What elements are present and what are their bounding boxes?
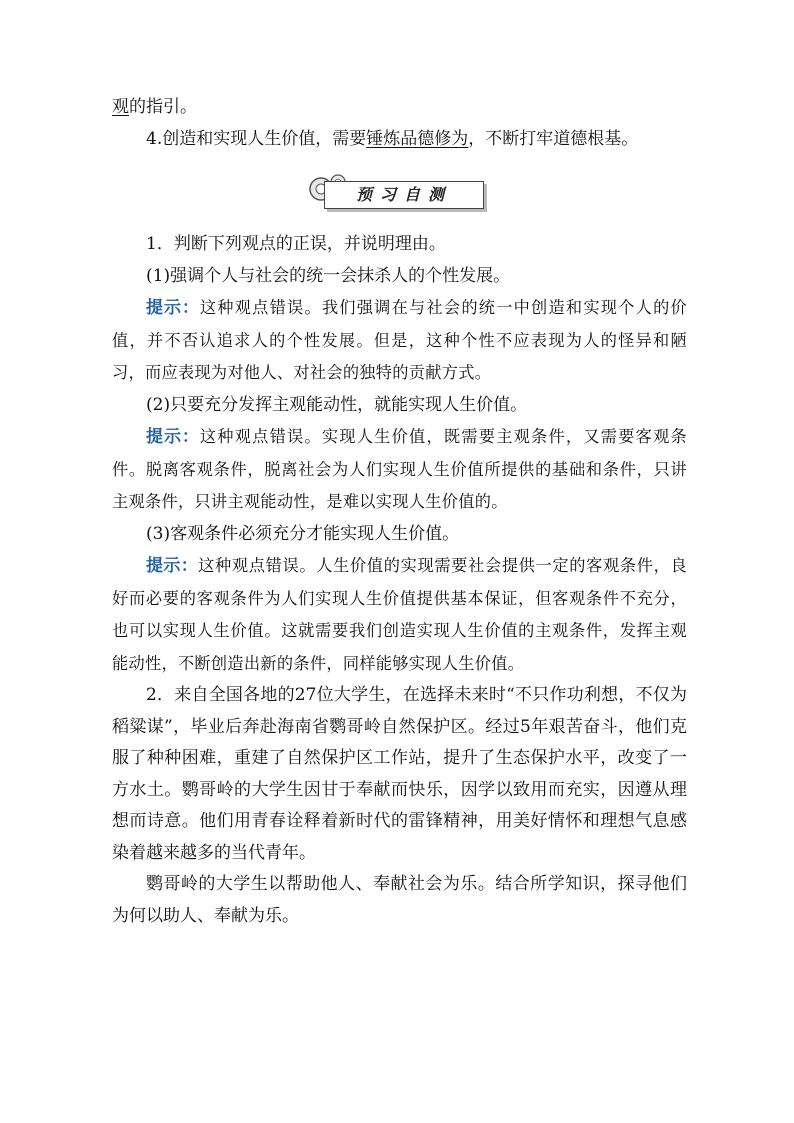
question-2-prompt: 鹦哥岭的大学生以帮助他人、奉献社会为乐。结合所学知识，探寻他们为何以助人、奉献为乐。 (112, 874, 687, 926)
hint-label: 提示： (146, 427, 200, 447)
question-2-passage: 2．来自全国各地的27位大学生，在选择未来时“不只作功利想，不仅为稻粱谋”，毕业后奔赴海南省鹦哥岭自然保护区。经过5年艰苦奋斗，他们克服了种种困难，重建了自然保护区工作站，提升了生态保护水平，改变了一方水土。鹦哥岭的大学生因甘于奉献而快乐，因学以致用而充实，因遵从理想而诗意。他们用青春诠释着新时代的雷锋精神，用美好情怀和理想气息感染着越来越多的当代青年。 (112, 685, 687, 863)
question-1-title: 1．判断下列观点的正误，并说明理由。 (146, 234, 446, 254)
hint-text: 这种观点错误。实现人生价值，既需要主观条件，又需要客观条件。脱离客观条件，脱离社会为人们实现人生价值所提供的基础和条件，只讲主观条件，只讲主观能动性，是难以实现人生价值的。 (112, 427, 688, 511)
item-4 (112, 124, 687, 156)
item-4-text-a: 创造和实现人生价值，需要 (162, 128, 367, 149)
hint-1 (112, 292, 687, 390)
continued-line (112, 92, 687, 124)
item-4-underlined: 锤炼品德修为 (366, 128, 469, 149)
hint-text: 这种观点错误。我们强调在与社会的统一中创造和实现个人的价值，并不否认追求人的个性发展。但是，这种个性不应表现为人的怪异和陋习，而应表现为对他人、对社会的独特的贡献方式。 (112, 298, 688, 382)
statement-3: (3)客观条件必须充分才能实现人生价值。 (146, 523, 460, 544)
document-page (112, 92, 687, 932)
banner-title: 预习自测 (324, 181, 484, 209)
hint-label: 提示： (146, 298, 200, 318)
item-4-text-b: ，不断打牢道德根基。 (468, 128, 639, 149)
hint-3 (112, 550, 687, 680)
underlined-word: 观 (112, 97, 129, 117)
hint-label: 提示： (146, 556, 199, 576)
statement-1: (1)强调个人与社会的统一会抹杀人的个性发展。 (146, 265, 511, 286)
continued-text: 的指引。 (129, 97, 197, 117)
hint-text: 这种观点错误。人生价值的实现需要社会提供一定的客观条件，良好而必要的客观条件为人们实现人生价值提供基本保证，但客观条件不充分，也可以实现人生价值。这就需要我们创造实现人生价值的主观条件，发挥主观能动性，不断创造出新的条件，同样能够实现人生价值。 (112, 556, 688, 673)
section-banner (112, 169, 687, 215)
hint-2 (112, 421, 687, 519)
statement-2: (2)只要充分发挥主观能动性，就能实现人生价值。 (146, 394, 528, 415)
item-4-number: 4. (146, 128, 163, 149)
